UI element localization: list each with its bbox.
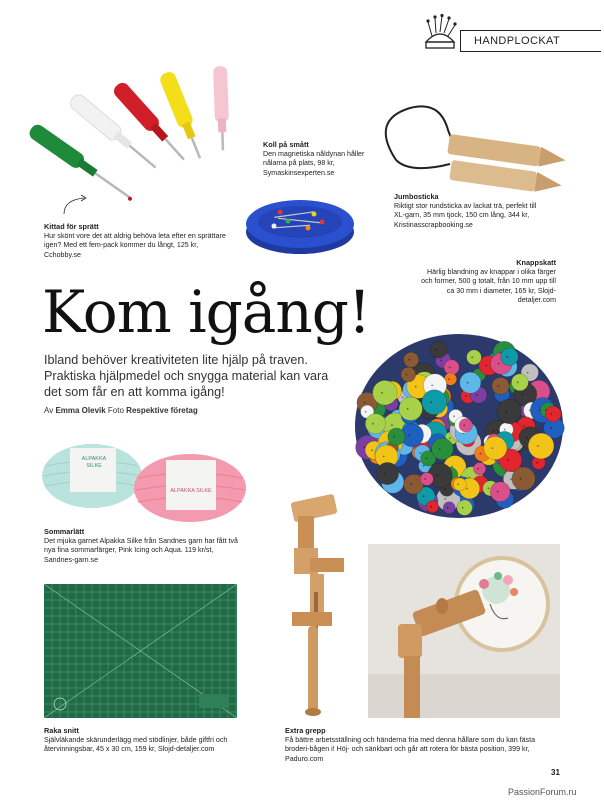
button-hole — [493, 430, 495, 432]
button-piece — [373, 380, 398, 405]
byline-prefix: Av — [44, 406, 54, 415]
button-hole — [507, 459, 509, 461]
button-hole — [537, 445, 539, 447]
intro-text: Ibland behöver kreativiteten lite hjälp på traven. Praktiska hjälpmedel och snygga material kan vara det som får en att komma igång! — [44, 353, 329, 399]
button-piece — [443, 502, 455, 514]
button-piece — [459, 419, 472, 432]
button-hole — [406, 374, 408, 376]
buttons-image — [348, 322, 570, 524]
button-piece — [512, 467, 535, 490]
button-hole — [550, 413, 552, 415]
button-hole — [426, 458, 428, 460]
caption-knapp — [414, 258, 556, 306]
caption-body: Härlig blandning av knappar i olika färger och former, 500 g totalt, från 10 mm upp till ca 30 mm i diameter, 165 kr, Slojd-detaljer.com — [421, 267, 556, 305]
button-hole — [436, 475, 438, 477]
button-hole — [536, 462, 538, 464]
button-hole — [497, 491, 499, 493]
button-hole — [381, 392, 383, 394]
byline-photo-credit: Respektive företag — [126, 406, 198, 415]
button-hole — [444, 489, 446, 491]
button-hole — [430, 401, 432, 403]
button-hole — [448, 378, 450, 380]
caption-raka — [44, 726, 249, 755]
button-hole — [480, 453, 482, 455]
caption-body: Riktigt stor rundsticka av lackat trä, perfekt till XL-garn, 35 mm tjock, 150 cm lång, 344 kr, Kristinasscrapbooking.se — [394, 201, 537, 229]
button-hole — [520, 478, 522, 480]
button-hole — [506, 356, 508, 358]
caption-jumbo — [394, 192, 544, 230]
magnetic-pincushion-image — [244, 188, 356, 258]
yarn-brand: ALPAKKA SILKE — [170, 488, 212, 494]
button-hole — [449, 367, 451, 369]
button-piece — [426, 501, 438, 513]
section-header — [460, 30, 600, 52]
button-piece — [376, 462, 398, 484]
button-hole — [391, 424, 393, 426]
yarn-skeins-image — [40, 436, 250, 526]
button-hole — [424, 478, 426, 480]
button-hole — [457, 484, 459, 486]
button-hole — [407, 408, 409, 410]
button-hole — [453, 415, 455, 417]
button-hole — [498, 385, 500, 387]
arrow-icon — [62, 194, 92, 216]
button-hole — [462, 507, 464, 509]
yarn-brand-bottom: SILKE — [86, 463, 102, 469]
cutting-mat-image — [44, 584, 237, 718]
byline — [44, 406, 198, 415]
button-hole — [510, 478, 512, 480]
button-piece — [453, 478, 466, 491]
button-hole — [423, 465, 425, 467]
button-piece — [460, 372, 481, 393]
button-hole — [439, 448, 441, 450]
button-hole — [492, 447, 494, 449]
button-hole — [449, 437, 451, 439]
byline-photo-prefix: Foto — [107, 406, 124, 415]
caption-body: Få bättre arbetsställning och händerna fria med denna hållare som du kan fästa broderi-bågen i! Höj- och sänkbart och går att rotera för bästa position, 399 kr, Paduro.com — [285, 735, 536, 763]
button-hole — [402, 397, 404, 399]
button-piece — [484, 437, 507, 460]
caption-body: Den magnetiska nåldynan håller nålarna på plats, 98 kr, Symaskinsexperten.se — [263, 149, 365, 177]
button-hole — [420, 452, 422, 454]
button-hole — [466, 488, 468, 490]
button-hole — [383, 456, 385, 458]
button-hole — [471, 356, 473, 358]
button-hole — [517, 381, 519, 383]
button-hole — [408, 359, 410, 361]
button-piece — [545, 406, 561, 422]
button-hole — [408, 434, 410, 436]
button-hole — [550, 427, 552, 429]
button-hole — [371, 449, 373, 451]
button-hole — [440, 359, 442, 361]
caption-body: Det mjuka garnet Alpakka Silke från Sandnes garn har fått två nya fina sommarfärger, Pink Icing och Aqua. 119 kr/st, Sandnes-garn.se — [44, 536, 239, 564]
headline: Kom igång! — [42, 278, 371, 346]
button-piece — [492, 377, 509, 394]
button-piece — [422, 390, 447, 415]
button-hole — [431, 385, 433, 387]
embroidery-stand-photo — [368, 544, 560, 718]
yarn-label-pink — [168, 488, 214, 495]
button-hole — [467, 382, 469, 384]
caption-title: Knappskatt — [516, 258, 556, 267]
jumbo-knitting-needle-image — [370, 100, 570, 195]
button-hole — [415, 386, 417, 388]
button-hole — [463, 424, 465, 426]
button-hole — [444, 498, 446, 500]
caption-title: Koll på smått — [263, 140, 309, 149]
button-hole — [476, 394, 478, 396]
button-hole — [522, 393, 524, 395]
caption-title: Jumbosticka — [394, 192, 439, 201]
button-piece — [432, 438, 454, 460]
button-hole — [526, 437, 528, 439]
button-hole — [447, 507, 449, 509]
button-piece — [501, 348, 519, 366]
button-piece — [420, 473, 433, 486]
button-hole — [410, 483, 412, 485]
button-piece — [467, 350, 482, 365]
yarn-brand-top: ALPAKKA — [81, 456, 107, 462]
caption-koll — [263, 140, 383, 178]
button-piece — [401, 367, 416, 382]
button-piece — [528, 433, 554, 459]
button-hole — [365, 411, 367, 413]
caption-grepp — [285, 726, 559, 764]
button-hole — [477, 468, 479, 470]
watermark: PassionForum.ru — [508, 787, 577, 797]
button-hole — [498, 363, 500, 365]
caption-title: Extra grepp — [285, 726, 326, 735]
wooden-clamp-image — [276, 492, 356, 718]
button-hole — [485, 365, 487, 367]
caption-body: Hur skönt vore det att aldrig behöva leta efter en sprättare igen? Med ett fem-pack kommer du långt, 125 kr, Cchobby.se — [44, 231, 226, 259]
button-hole — [430, 506, 432, 508]
button-piece — [399, 397, 422, 420]
caption-kittad — [44, 222, 229, 260]
button-hole — [423, 495, 425, 497]
section-label: HANDPLOCKAT — [474, 35, 561, 47]
button-piece — [497, 399, 521, 423]
caption-body: Självläkande skärunderlägg med stödlinjer, både giftfri och återvinningsbar, 45 x 30 cm, 159 kr, Slojd-detaljer.com — [44, 735, 228, 754]
caption-title: Kittad för sprätt — [44, 222, 99, 231]
button-piece — [457, 500, 472, 515]
pincushion-icon — [420, 12, 460, 52]
caption-sommar — [44, 527, 244, 565]
button-hole — [384, 473, 386, 475]
button-hole — [393, 436, 395, 438]
page-number: 31 — [551, 768, 560, 777]
button-hole — [488, 487, 490, 489]
button-hole — [504, 429, 506, 431]
byline-author: Emma Olevik — [55, 406, 106, 415]
button-hole — [435, 349, 437, 351]
button-piece — [365, 414, 385, 434]
button-piece — [473, 463, 485, 475]
caption-title: Sommarlätt — [44, 527, 85, 536]
button-hole — [364, 402, 366, 404]
button-hole — [505, 411, 507, 413]
button-hole — [465, 395, 467, 397]
button-hole — [527, 372, 529, 374]
button-piece — [430, 341, 447, 358]
button-piece — [511, 374, 528, 391]
button-piece — [490, 482, 510, 502]
button-hole — [523, 425, 525, 427]
caption-title: Raka snitt — [44, 726, 79, 735]
button-hole — [372, 423, 374, 425]
yarn-label-aqua — [74, 456, 114, 470]
button-piece — [388, 428, 405, 445]
